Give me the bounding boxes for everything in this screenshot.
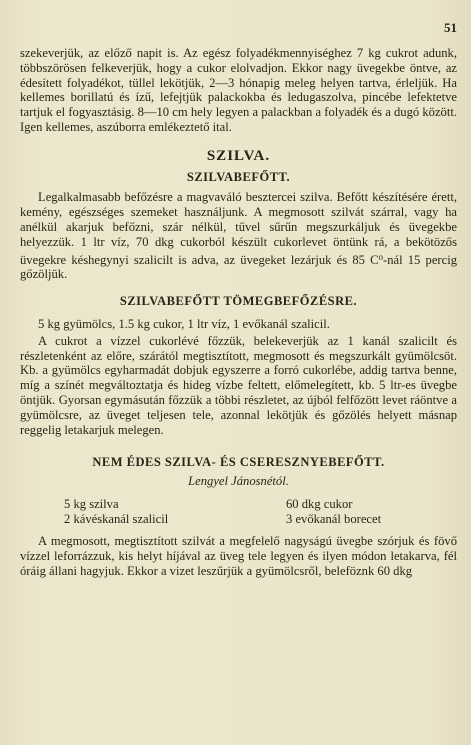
ingredient-row	[64, 512, 381, 528]
recipe1-text: Legalkalmasabb befőzésre a magvaváló besztercei szilva. Befőtt készítésére érett, kemény, egészséges szemeket használjunk. A megmosott szilvát szárral, vagy ha anélkül akarjuk befőzni, szár nélkül, tűvel sűrűn megszurkáljuk és üvegekbe helyezzük. 1 ltr víz, 70 dkg cukorból készült cukorlevet öntünk rá, a bekötözős üvegekre késhegynyi szalicilt is adva, az üvegeket lezárjuk és 85 $C^o$-nál 15 percig gőzöljük.	[20, 190, 458, 282]
recipe3-author: Lengyel Jánosnétól.	[188, 474, 289, 489]
recipe3-title: NEM ÉDES SZILVA- ÉS CSERESZNYEBEFŐTT.	[92, 455, 385, 470]
ingredient-row	[64, 497, 381, 513]
recipe1-title: SZILVABEFŐTT.	[186, 169, 291, 184]
ingredient-cell: 2 kávéskanál szalicil	[64, 512, 169, 527]
page-number: 51	[444, 20, 457, 35]
degree-superscript: o	[378, 251, 383, 262]
ingredient-cell: 5 kg szilva	[64, 496, 119, 511]
recipe2-text: A cukrot a vízzel cukorlévé főzzük, belekeverjük az 1 kanál szalicilt és részletenként az előre, szárától megtisztított, megmosott és megszurkált gyümölcsöt. Kb. a gyümölcs egyharmadát dobjuk egyszerre a forró cukorlébe, addig tartva benne, míg a színét megváltoztatja és hideg vízbe feltett, előmelegített, kb. 5 ltr-es üvegbe öntjük. Gyorsan egymásután főzzük a többi részletet, az újból felfőzött levet ráöntve a gyümölcsre, az üveget teljesen tele, azonnal lekötjük és gőzölés helyett másnap reggelig letakarjuk melegen.	[20, 333, 457, 437]
recipe3-text: A megmosott, megtisztított szilvát a megfelelő nagyságú üvegbe szórjuk és fövő vízzel leforrázzuk, kis helyt híjával az üveg tele legyen és ilyen módon letakarva, fél óráig állani hagyjuk. Ekkor a vizet leszűrjük a gyümölcsről, beleföznk 60 dkg	[20, 533, 457, 578]
intro-paragraph: szekeverjük, az előző napit is. Az egész folyadékmennyiséghez 7 kg cukrot adunk, többszörösen felkeverjük, hogy a cukor elolvadjon. Ekkor nagy üvegekbe öntve, az édesített folyadékot, tüllel lekötjük, 2—3 hónapig meleg helyen tartva, érleljük. Ha kellemes borillatú és ízű, lefejtjük palackokba és ledugaszolva, pincébe lefektetve tartjuk el fogyasztásig. 8—10 cm hely legyen a palackban a folyadék és a dugó között. Igen kellemes, aszúborra emlékeztető ital.	[20, 46, 457, 134]
ingredient-cell: 60 dkg cukor	[286, 496, 353, 511]
ingredient-cell: 3 evőkanál borecet	[286, 512, 382, 527]
recipe2-ingredients: 5 kg gyümölcs, 1.5 kg cukor, 1 ltr víz, 1 evőkanál szalicil.	[38, 316, 330, 331]
recipe2-title: SZILVABEFŐTT TÖMEGBEFŐZÉSRE.	[119, 294, 358, 309]
recipe3-ingredients-table	[64, 497, 381, 528]
section-title: SZILVA.	[206, 147, 271, 164]
page-body	[20, 46, 457, 578]
